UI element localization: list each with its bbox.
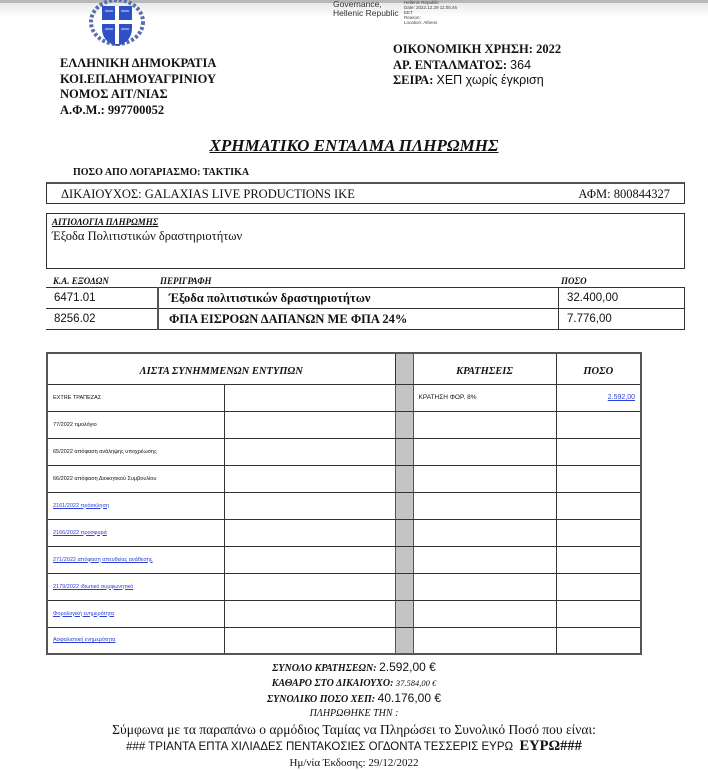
table-row bbox=[47, 438, 641, 465]
summary-block: ΣΥΝΟΛΟ ΚΡΑΤΗΣΕΩΝ: 2.592,00 € ΚΑΘΑΡΟ ΣΤΟ ΔΙΚΑΙΟΥΧΟ: 37.584,00 € ΣΥΝΟΛΙΚΟ ΠΟΣΟ ΧΕΠ: 40.176,00 € ΠΛΗΡΩΘΗΚΕ ΤΗΝ : Σύμφωνα με τα παραπάνω ο αρμόδιος Ταμίας να Πληρώσει το Συνολικό Ποσό που είναι: ### ΤΡΙΑΝΤΑ ΕΠΤΑ ΧΙΛΙΑΔΕΣ ΠΕΝΤΑΚΟΣΙΕΣ ΟΓΔΟΝΤΑ ΤΕΣΣΕΡΙΣ ΕΥΡΩ ΕΥΡΩ### Ημ/νία Έκδοσης: 29/12/2022 bbox=[0, 660, 708, 770]
issuer-block bbox=[60, 56, 216, 118]
table-row bbox=[47, 519, 641, 546]
issuer-afm: Α.Φ.Μ.: 997700052 bbox=[60, 102, 165, 117]
fiscal-year: 2022 bbox=[536, 42, 562, 56]
table-row bbox=[47, 600, 641, 627]
table-row bbox=[47, 411, 641, 438]
expense-amount: 32.400,00 bbox=[559, 288, 685, 309]
warrant-series: ΧΕΠ χωρίς έγκριση bbox=[436, 73, 544, 87]
table-row bbox=[47, 465, 641, 492]
expense-amount-header: ΠΟΣΟ bbox=[561, 276, 587, 286]
table-row bbox=[47, 492, 641, 519]
table-row bbox=[47, 384, 641, 411]
net-amount: 37.584,00 € bbox=[395, 678, 437, 688]
expense-description: Έξοδα πολιτιστικών δραστηριοτήτων bbox=[158, 288, 559, 309]
expenses-table bbox=[46, 287, 685, 330]
deduction-amount-link[interactable]: 2.592,00 bbox=[607, 394, 635, 401]
attachments-header: ΛΙΣΤΑ ΣΥΝΗΜΜΕΝΩΝ ΕΝΤΥΠΩΝ bbox=[47, 353, 395, 384]
attachment-item: 65/2022 απόφαση ανάληψης υποχρέωσης bbox=[47, 438, 224, 465]
deductions-header: ΚΡΑΤΗΣΕΙΣ bbox=[413, 353, 556, 384]
attachment-link[interactable]: 2166/2022 προσφορά bbox=[53, 529, 107, 536]
digital-signature-details: Hellenic Republic Date: 2022.12.29 11:05:46 EET Reason: Location: Athens bbox=[404, 0, 457, 25]
justification-box bbox=[46, 213, 685, 269]
attachment-item: EXTRE ΤΡΑΠΕΖΑΣ bbox=[47, 384, 224, 411]
hellenic-emblem-icon bbox=[88, 0, 146, 48]
expense-code: 8256.02 bbox=[46, 309, 158, 330]
total-amount: 40.176,00 € bbox=[377, 691, 442, 705]
justification-label: ΑΙΤΙΟΛΟΓΙΑ ΠΛΗΡΩΜΗΣ bbox=[52, 217, 159, 227]
total-deductions: 2.592,00 € bbox=[379, 660, 436, 674]
table-row bbox=[47, 546, 641, 573]
warrant-number: 364 bbox=[510, 57, 532, 72]
attachment-link[interactable]: 271/2022 απόφαση απευθείας ανάθεσης bbox=[53, 556, 153, 563]
warrant-info: ΟΙΚΟΝΟΜΙΚΗ ΧΡΗΣΗ: 2022 ΑΡ. ΕΝΤΑΛΜΑΤΟΣ: 364 ΣΕΙΡΑ: ΧΕΠ χωρίς έγκριση bbox=[393, 42, 562, 87]
beneficiary-afm: ΑΦΜ: 800844327 bbox=[578, 187, 670, 201]
attachment-item: 66/2022 απόφαση Διοικητικού Συμβουλίου bbox=[47, 465, 224, 492]
expense-code-header: Κ.Α. ΕΞΟΔΩΝ bbox=[53, 276, 109, 286]
attachment-item: 77/2022 τιμολόγιο bbox=[47, 411, 224, 438]
amount-in-words: ### ΤΡΙΑΝΤΑ ΕΠΤΑ ΧΙΛΙΑΔΕΣ ΠΕΝΤΑΚΟΣΙΕΣ ΟΓΔΟΝΤΑ ΤΕΣΣΕΡΙΣ ΕΥΡΩ ΕΥΡΩ### bbox=[126, 738, 582, 754]
issuer-entity: ΚΟΙ.ΕΠ.ΔΗΜΟΥΑΓΡΙΝΙΟΥ bbox=[60, 71, 216, 86]
expense-description-header: ΠΕΡΙΓΡΑΦΗ bbox=[160, 276, 212, 286]
table-row bbox=[47, 573, 641, 600]
deduction-amount-header: ΠΟΣΟ bbox=[556, 353, 641, 384]
attachment-link[interactable]: Ασφαλιστική ενημερότητα bbox=[53, 637, 116, 644]
paid-on: ΠΛΗΡΩΘΗΚΕ ΤΗΝ : bbox=[309, 708, 399, 719]
issuer-prefecture: ΝΟΜΟΣ ΑΙΤ/ΝΙΑΣ bbox=[60, 87, 168, 101]
expense-description: ΦΠΑ ΕΙΣΡΟΩΝ ΔΑΠΑΝΩΝ ΜΕ ΦΠΑ 24% bbox=[158, 309, 559, 330]
attachment-link[interactable]: 2161/2022 πρόσκληση bbox=[53, 502, 109, 509]
attachments-table bbox=[46, 352, 642, 655]
payment-instruction: Σύμφωνα με τα παραπάνω ο αρμόδιος Ταμίας να Πληρώσει το Συνολικό Ποσό που είναι: bbox=[112, 722, 596, 737]
table-row bbox=[46, 288, 685, 309]
column-separator bbox=[395, 353, 413, 384]
table-row bbox=[47, 627, 641, 654]
issuer-country: ΕΛΛΗΝΙΚΗ ΔΗΜΟΚΡΑΤΙΑ bbox=[60, 56, 217, 70]
attachment-link[interactable]: Φορολογική ενημερότητα bbox=[53, 610, 115, 617]
attachments-header-row bbox=[47, 353, 641, 384]
deduction-label: ΚΡΑΤΗΣΗ ΦΟΡ. 8% bbox=[413, 384, 556, 411]
justification-value: Έξοδα Πολιτιστικών δραστηριοτήτων bbox=[52, 229, 243, 243]
expense-code: 6471.01 bbox=[46, 288, 158, 309]
document-title: ΧΡΗΜΑΤΙΚΟ ΕΝΤΑΛΜΑ ΠΛΗΡΩΜΗΣ bbox=[209, 136, 499, 155]
beneficiary-box bbox=[46, 182, 685, 204]
issuer-afm-value: 997700052 bbox=[107, 102, 165, 117]
attachment-link[interactable]: 2179/2022 ιδιωτικό συμφωνητικό bbox=[53, 583, 134, 590]
issue-date: Ημ/νία Έκδοσης: 29/12/2022 bbox=[289, 757, 419, 769]
digital-signature-name: Governance, Hellenic Republic bbox=[333, 0, 399, 18]
expense-amount: 7.776,00 bbox=[559, 309, 685, 330]
beneficiary-name: ΔΙΚΑΙΟΥΧΟΣ: GALAXIAS LIVE PRODUCTIONS IKE bbox=[61, 187, 355, 201]
table-row bbox=[46, 309, 685, 330]
account-line: ΠΟΣΟ ΑΠΟ ΛΟΓΑΡΙΑΣΜΟ: ΤΑΚΤΙΚΑ bbox=[73, 167, 250, 178]
